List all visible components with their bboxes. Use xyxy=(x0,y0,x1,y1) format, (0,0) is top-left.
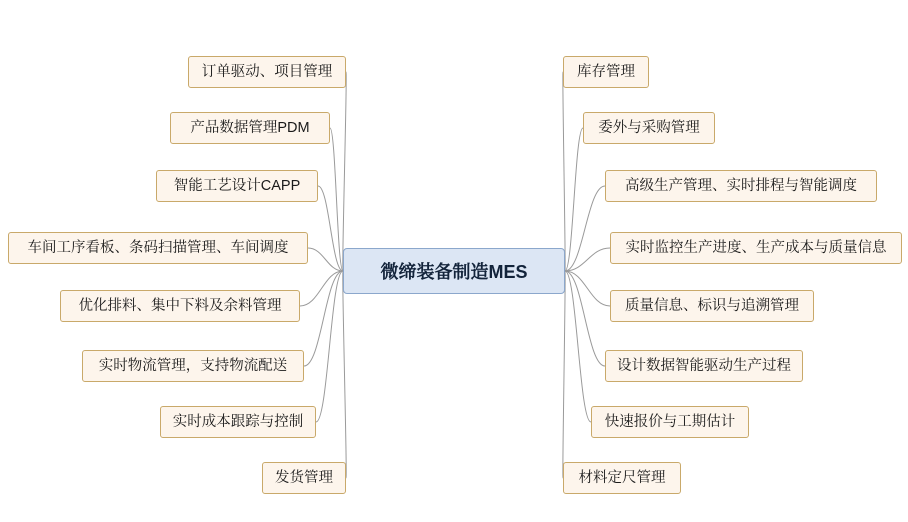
mind-map-node-left-5[interactable]: 实时物流管理，支持物流配送 xyxy=(82,350,304,382)
mind-map-node-left-7[interactable]: 发货管理 xyxy=(262,462,346,494)
mind-map-node-right-2[interactable]: 高级生产管理、实时排程与智能调度 xyxy=(605,170,877,202)
mind-map-node-right-6[interactable]: 快速报价与工期估计 xyxy=(591,406,749,438)
mind-map-node-right-5[interactable]: 设计数据智能驱动生产过程 xyxy=(605,350,803,382)
mind-map-node-right-0[interactable]: 库存管理 xyxy=(563,56,649,88)
mind-map-node-right-3[interactable]: 实时监控生产进度、生产成本与质量信息 xyxy=(610,232,902,264)
mind-map-node-right-7[interactable]: 材料定尺管理 xyxy=(563,462,681,494)
mind-map-node-left-1[interactable]: 产品数据管理PDM xyxy=(170,112,330,144)
mind-map-node-left-0[interactable]: 订单驱动、项目管理 xyxy=(188,56,346,88)
mind-map-node-right-1[interactable]: 委外与采购管理 xyxy=(583,112,715,144)
mind-map-node-left-4[interactable]: 优化排料、集中下料及余料管理 xyxy=(60,290,300,322)
mind-map-node-right-4[interactable]: 质量信息、标识与追溯管理 xyxy=(610,290,814,322)
mind-map-center-node[interactable]: 微缔装备制造MES xyxy=(343,248,565,294)
mind-map-node-left-6[interactable]: 实时成本跟踪与控制 xyxy=(160,406,316,438)
mind-map-node-left-3[interactable]: 车间工序看板、条码扫描管理、车间调度 xyxy=(8,232,308,264)
mind-map-node-left-2[interactable]: 智能工艺设计CAPP xyxy=(156,170,318,202)
